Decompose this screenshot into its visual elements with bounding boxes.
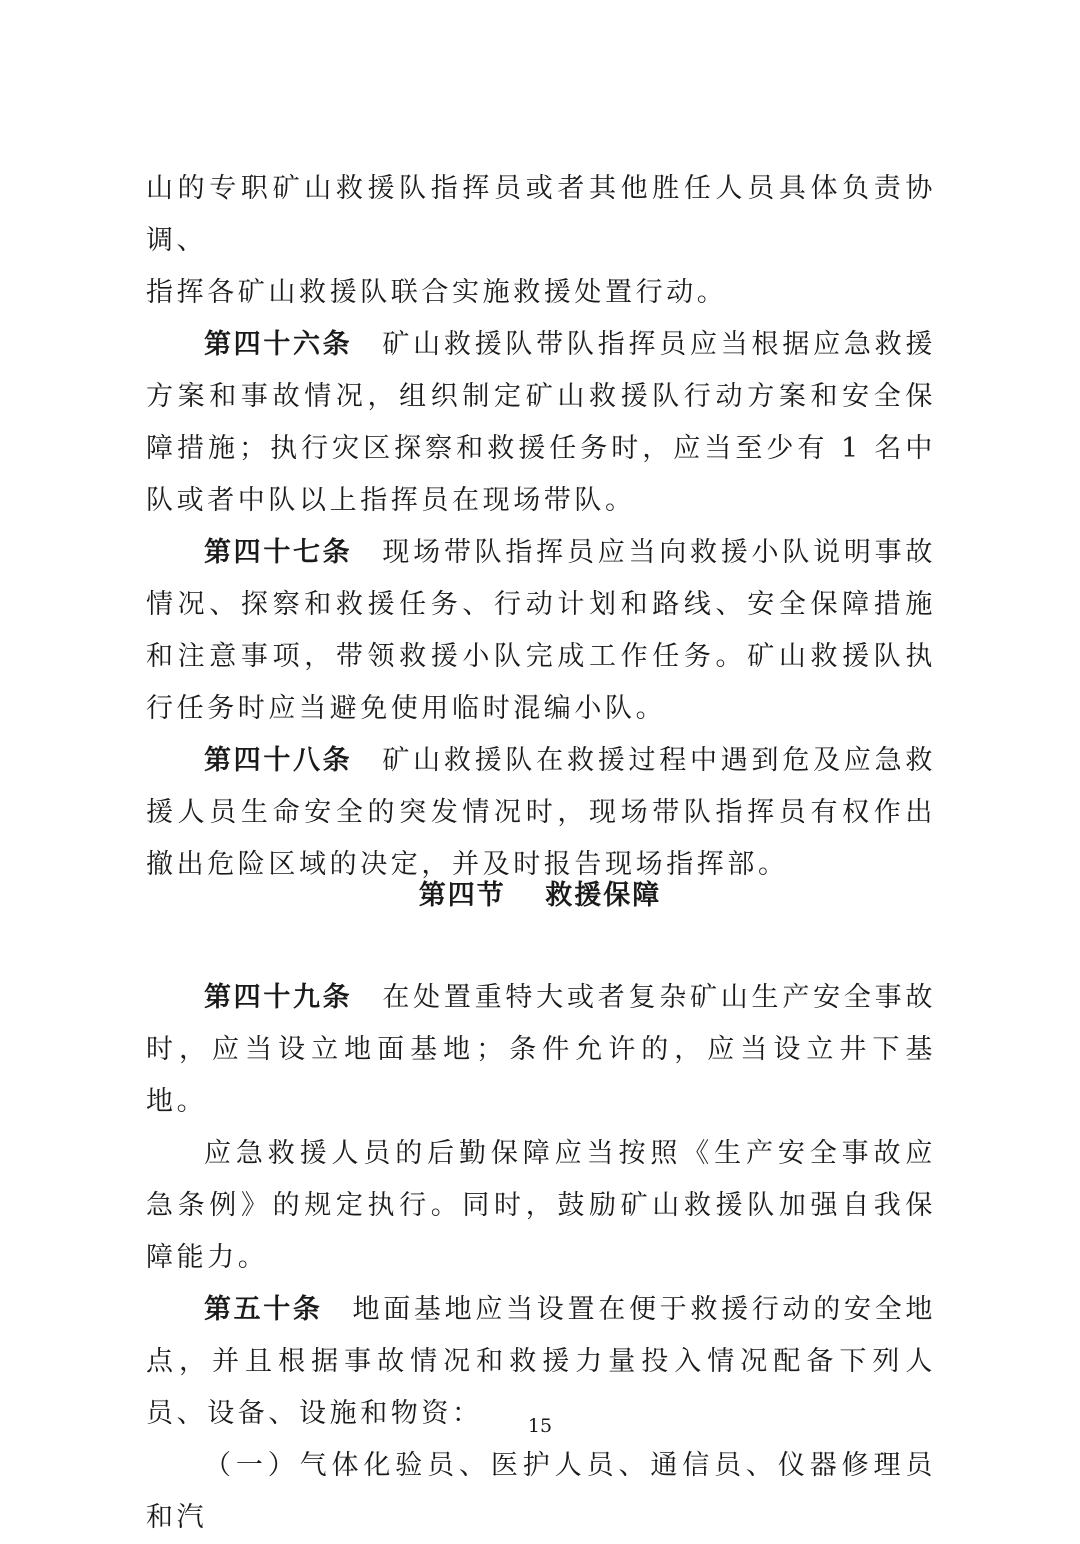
article-48 [146, 735, 936, 891]
article-heading: 第四十八条 [204, 745, 353, 776]
article-49 [146, 972, 936, 1128]
article-heading: 第四十九条 [204, 982, 353, 1013]
upper-text-block [146, 163, 936, 891]
article-heading: 第四十六条 [204, 329, 353, 360]
page-number: 15 [527, 1415, 553, 1437]
paragraph-logistics: 应急救援人员的后勤保障应当按照《生产安全事故应急条例》的规定执行。同时，鼓励矿山救援队加强自我保障能力。 [146, 1138, 936, 1273]
article-46 [146, 319, 936, 527]
list-item-1: （一）气体化验员、医护人员、通信员、仪器修理员和汽 [146, 1450, 936, 1533]
continuation-line: 指挥各矿山救援队联合实施救援处置行动。 [146, 277, 728, 308]
article-heading: 第五十条 [204, 1294, 323, 1325]
article-47 [146, 527, 936, 735]
article-body: 现场带队指挥员应当向救援小队说明事故情况、探察和救援任务、行动计划和路线、安全保障措施和注意事项，带领救援小队完成工作任务。矿山救援队执行任务时应当避免使用临时混编小队。 [146, 537, 936, 724]
continuation-line: 山的专职矿山救援队指挥员或者其他胜任人员具体负责协调、 [146, 173, 936, 256]
article-body: 矿山救援队带队指挥员应当根据应急救援方案和事故情况，组织制定矿山救援队行动方案和安全保障措施；执行灾区探察和救援任务时，应当至少有 1 名中队或者中队以上指挥员在现场带队。 [146, 329, 936, 516]
section-title: 第四节 救援保障 [418, 880, 662, 911]
lower-text-block [146, 972, 936, 1544]
article-heading: 第四十七条 [204, 537, 353, 568]
article-body: 矿山救援队在救援过程中遇到危及应急救援人员生命安全的突发情况时，现场带队指挥员有权作出撤出危险区域的决定，并及时报告现场指挥部。 [146, 745, 936, 880]
article-body: 在处置重特大或者复杂矿山生产安全事故时，应当设立地面基地；条件允许的，应当设立井下基地。 [146, 982, 936, 1117]
article-body: 地面基地应当设置在便于救援行动的安全地点，并且根据事故情况和救援力量投入情况配备下列人员、设备、设施和物资： [146, 1294, 937, 1429]
